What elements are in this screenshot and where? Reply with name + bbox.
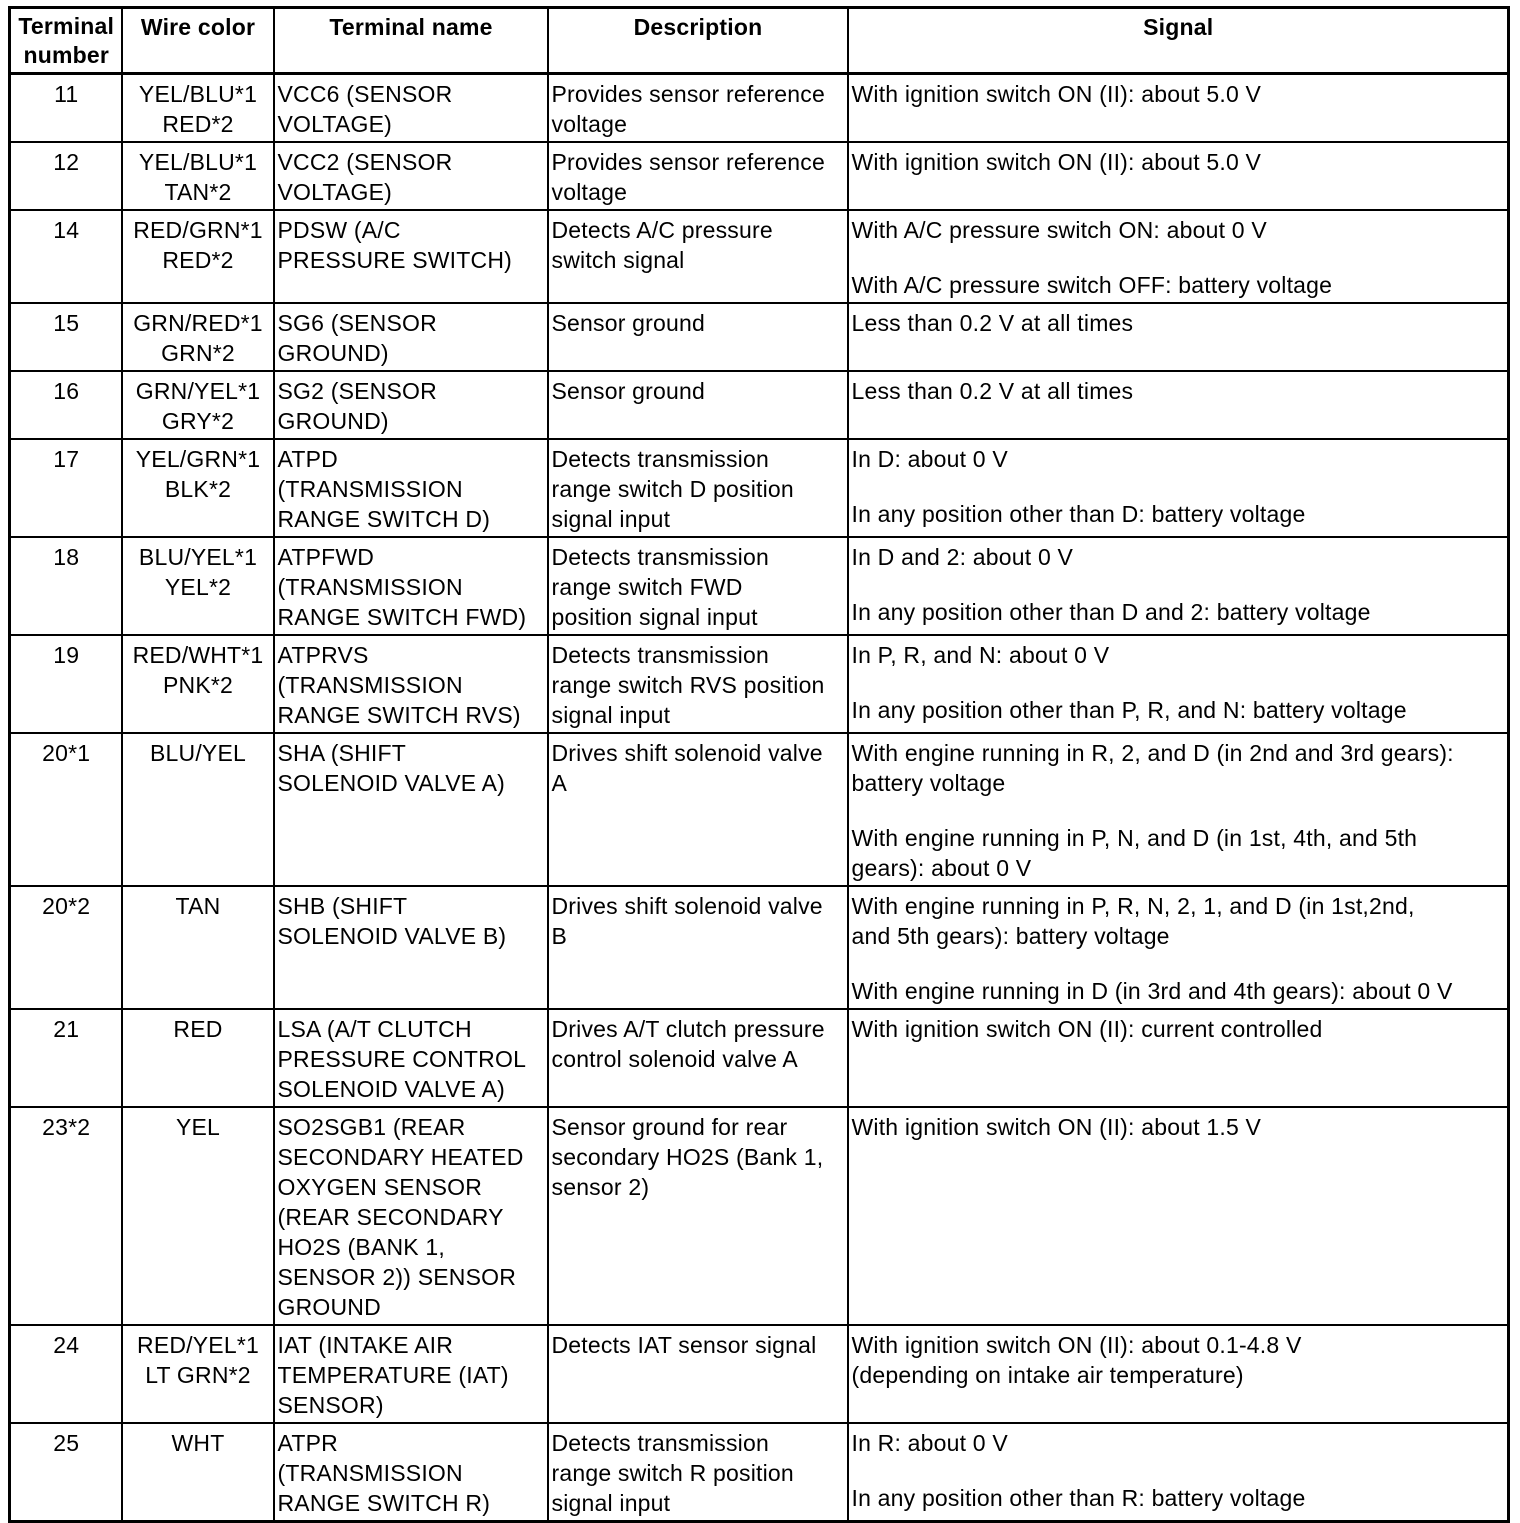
terminal-table <box>8 6 1510 1523</box>
terminal-number-cell: 17 <box>10 439 122 537</box>
signal-text: With ignition switch ON (II): about 0.1-4.8 V <box>851 1332 1302 1358</box>
signal-text: In D and 2: about 0 V <box>851 544 1074 570</box>
signal-cell <box>848 1107 1509 1325</box>
signal-paragraph <box>852 1428 1506 1458</box>
wire-color-text: RED <box>173 1016 223 1042</box>
header-description: Description <box>548 8 848 74</box>
terminal-name-text: RANGE SWITCH RVS) <box>277 702 521 728</box>
terminal-name-text: SOLENOID VALVE A) <box>277 770 506 796</box>
signal-text: With engine running in D (in 3rd and 4th gears): about 0 V <box>851 978 1453 1004</box>
wire-color-text: GRY*2 <box>161 408 235 434</box>
wire-color-cell <box>122 1009 274 1107</box>
terminal-name-text: RANGE SWITCH R) <box>277 1490 491 1516</box>
terminal-name-text: (TRANSMISSION <box>277 1460 463 1486</box>
description-text: secondary HO2S (Bank 1, <box>551 1144 824 1170</box>
signal-cell <box>848 635 1509 733</box>
description-cell <box>548 886 848 1009</box>
wire-color-text: YEL*2 <box>164 574 232 600</box>
terminal-name-text: SOLENOID VALVE B) <box>277 923 507 949</box>
terminal-number-cell: 21 <box>10 1009 122 1107</box>
description-cell <box>548 1325 848 1423</box>
terminal-name-text: (TRANSMISSION <box>277 476 463 502</box>
terminal-name-text: (TRANSMISSION <box>277 574 463 600</box>
description-cell <box>548 303 848 371</box>
description-text: position signal input <box>551 604 758 630</box>
terminal-name-text: SG6 (SENSOR <box>277 310 437 336</box>
description-cell <box>548 1009 848 1107</box>
wire-color-text: RED*2 <box>162 247 234 273</box>
signal-cell <box>848 1325 1509 1423</box>
signal-text: and 5th gears): battery voltage <box>851 923 1170 949</box>
terminal-number-cell: 14 <box>10 210 122 303</box>
table-row <box>10 303 1509 371</box>
signal-text: With A/C pressure switch OFF: battery voltage <box>851 272 1333 298</box>
table-row <box>10 74 1509 143</box>
wire-color-text: BLK*2 <box>164 476 232 502</box>
description-text: range switch RVS position <box>551 672 825 698</box>
description-text: signal input <box>551 702 671 728</box>
terminal-number-cell: 25 <box>10 1423 122 1522</box>
signal-cell <box>848 371 1509 439</box>
terminal-number-cell: 15 <box>10 303 122 371</box>
wire-color-text: YEL <box>175 1114 221 1140</box>
signal-text: In any position other than P, R, and N: battery voltage <box>851 697 1407 723</box>
terminal-name-text: SG2 (SENSOR <box>277 378 437 404</box>
terminal-name-cell <box>274 1107 548 1325</box>
wire-color-cell <box>122 1325 274 1423</box>
description-text: Drives shift solenoid valve <box>551 893 823 919</box>
header-terminal-name: Terminal name <box>274 8 548 74</box>
signal-text: Less than 0.2 V at all times <box>851 378 1134 404</box>
terminal-number-cell: 24 <box>10 1325 122 1423</box>
signal-cell <box>848 1009 1509 1107</box>
description-cell <box>548 1423 848 1522</box>
wire-color-text: GRN*2 <box>161 340 235 366</box>
description-text: range switch D position <box>551 476 794 502</box>
description-text: Detects transmission <box>551 642 769 668</box>
signal-paragraph <box>852 215 1506 245</box>
terminal-name-text: SECONDARY HEATED <box>277 1144 524 1170</box>
terminal-name-text: SHA (SHIFT <box>277 740 407 766</box>
wire-color-cell <box>122 303 274 371</box>
table-row <box>10 635 1509 733</box>
wire-color-cell <box>122 142 274 210</box>
description-text: control solenoid valve A <box>551 1046 798 1072</box>
description-cell <box>548 371 848 439</box>
terminal-name-text: GROUND <box>277 1294 381 1320</box>
signal-paragraph <box>852 308 1506 338</box>
signal-paragraph <box>852 891 1506 951</box>
terminal-name-text: (TRANSMISSION <box>277 672 463 698</box>
description-text: sensor 2) <box>551 1174 650 1200</box>
signal-text: (depending on intake air temperature) <box>851 1362 1244 1388</box>
terminal-name-text: SO2SGB1 (REAR <box>277 1114 466 1140</box>
terminal-name-cell <box>274 635 548 733</box>
description-cell <box>548 142 848 210</box>
wire-color-text: RED/YEL*1 <box>137 1332 259 1358</box>
signal-text: In any position other than R: battery voltage <box>851 1485 1306 1511</box>
signal-paragraph <box>852 738 1506 798</box>
wire-color-text: PNK*2 <box>162 672 234 698</box>
signal-paragraph <box>852 695 1506 725</box>
table-row <box>10 537 1509 635</box>
wire-color-text: TAN*2 <box>164 179 232 205</box>
wire-color-cell <box>122 74 274 143</box>
signal-cell <box>848 210 1509 303</box>
terminal-number-cell: 19 <box>10 635 122 733</box>
signal-text: With engine running in P, R, N, 2, 1, and D (in 1st,2nd, <box>851 893 1415 919</box>
signal-paragraph <box>852 376 1506 406</box>
table-row <box>10 1009 1509 1107</box>
header-signal: Signal <box>848 8 1509 74</box>
terminal-name-text: SENSOR) <box>277 1392 384 1418</box>
description-text: Detects transmission <box>551 544 769 570</box>
description-text: range switch FWD <box>551 574 743 600</box>
terminal-number-cell: 18 <box>10 537 122 635</box>
terminal-name-cell <box>274 74 548 143</box>
description-text: Provides sensor reference <box>551 81 825 107</box>
wire-color-text: RED/WHT*1 <box>132 642 264 668</box>
description-cell <box>548 439 848 537</box>
description-cell <box>548 537 848 635</box>
signal-text: With engine running in R, 2, and D (in 2nd and 3rd gears): <box>851 740 1454 766</box>
wire-color-text: GRN/YEL*1 <box>135 378 261 404</box>
terminal-name-text: ATPR <box>277 1430 338 1456</box>
description-text: Detects transmission <box>551 1430 769 1456</box>
signal-cell <box>848 142 1509 210</box>
description-text: switch signal <box>551 247 685 273</box>
wire-color-text: RED/GRN*1 <box>133 217 263 243</box>
signal-paragraph <box>852 597 1506 627</box>
terminal-name-text: GROUND) <box>277 340 389 366</box>
description-text: Sensor ground <box>551 378 705 404</box>
signal-cell <box>848 733 1509 886</box>
signal-paragraph <box>852 499 1506 529</box>
terminal-name-text: ATPFWD <box>277 544 375 570</box>
signal-cell <box>848 1423 1509 1522</box>
signal-text: With A/C pressure switch ON: about 0 V <box>851 217 1267 243</box>
signal-text: In P, R, and N: about 0 V <box>851 642 1110 668</box>
description-text: voltage <box>551 111 628 137</box>
terminal-name-cell <box>274 733 548 886</box>
wire-color-cell <box>122 210 274 303</box>
signal-text: battery voltage <box>851 770 1006 796</box>
description-text: Detects IAT sensor signal <box>551 1332 817 1358</box>
description-text: signal input <box>551 506 671 532</box>
table-row <box>10 1107 1509 1325</box>
wire-color-cell <box>122 537 274 635</box>
description-cell <box>548 210 848 303</box>
terminal-number-cell: 16 <box>10 371 122 439</box>
terminal-name-cell <box>274 1423 548 1522</box>
terminal-name-text: (REAR SECONDARY <box>277 1204 504 1230</box>
table-row <box>10 733 1509 886</box>
wire-color-cell <box>122 1423 274 1522</box>
signal-text: In R: about 0 V <box>851 1430 1008 1456</box>
signal-text: With ignition switch ON (II): about 5.0 V <box>851 81 1262 107</box>
signal-cell <box>848 439 1509 537</box>
wire-color-text: LT GRN*2 <box>145 1362 251 1388</box>
description-text: A <box>551 770 568 796</box>
wire-color-cell <box>122 886 274 1009</box>
signal-text: With engine running in P, N, and D (in 1st, 4th, and 5th <box>851 825 1418 851</box>
terminal-number-cell: 23*2 <box>10 1107 122 1325</box>
terminal-name-text: VOLTAGE) <box>277 111 392 137</box>
table-row <box>10 439 1509 537</box>
signal-paragraph <box>852 1330 1506 1390</box>
signal-paragraph <box>852 147 1506 177</box>
terminal-name-text: LSA (A/T CLUTCH <box>277 1016 472 1042</box>
table-row <box>10 886 1509 1009</box>
signal-text: With ignition switch ON (II): current controlled <box>851 1016 1323 1042</box>
terminal-number-cell: 12 <box>10 142 122 210</box>
terminal-name-text: ATPRVS <box>277 642 369 668</box>
wire-color-text: YEL/BLU*1 <box>138 81 258 107</box>
signal-paragraph <box>852 1483 1506 1513</box>
terminal-name-text: SOLENOID VALVE A) <box>277 1076 506 1102</box>
description-text: signal input <box>551 1490 671 1516</box>
description-text: Sensor ground for rear <box>551 1114 788 1140</box>
terminal-name-text: HO2S (BANK 1, <box>277 1234 445 1260</box>
wire-color-cell <box>122 635 274 733</box>
terminal-name-cell <box>274 1009 548 1107</box>
signal-text: With ignition switch ON (II): about 1.5 V <box>851 1114 1262 1140</box>
terminal-name-text: RANGE SWITCH FWD) <box>277 604 527 630</box>
description-text: Drives shift solenoid valve <box>551 740 823 766</box>
header-wire-color: Wire color <box>122 8 274 74</box>
wire-color-text: BLU/YEL*1 <box>138 544 258 570</box>
header-terminal-number-line: Terminal <box>18 13 115 39</box>
description-text: Detects transmission <box>551 446 769 472</box>
signal-paragraph <box>852 1112 1506 1142</box>
terminal-number-cell: 20*2 <box>10 886 122 1009</box>
terminal-name-cell <box>274 371 548 439</box>
table-row <box>10 142 1509 210</box>
description-text: Sensor ground <box>551 310 705 336</box>
table-row <box>10 1423 1509 1522</box>
signal-cell <box>848 537 1509 635</box>
signal-text: In any position other than D: battery voltage <box>851 501 1306 527</box>
signal-cell <box>848 74 1509 143</box>
terminal-name-text: OXYGEN SENSOR <box>277 1174 483 1200</box>
description-text: Provides sensor reference <box>551 149 825 175</box>
signal-text: In any position other than D and 2: battery voltage <box>851 599 1371 625</box>
signal-paragraph <box>852 79 1506 109</box>
signal-paragraph <box>852 1014 1506 1044</box>
table-row <box>10 1325 1509 1423</box>
terminal-name-text: SHB (SHIFT <box>277 893 408 919</box>
wire-color-text: WHT <box>171 1430 225 1456</box>
description-text: Drives A/T clutch pressure <box>551 1016 825 1042</box>
terminal-name-cell <box>274 537 548 635</box>
signal-text: In D: about 0 V <box>851 446 1008 472</box>
description-cell <box>548 733 848 886</box>
signal-cell <box>848 303 1509 371</box>
description-text: Detects A/C pressure <box>551 217 773 243</box>
wire-color-text: BLU/YEL <box>149 740 246 766</box>
description-cell <box>548 1107 848 1325</box>
terminal-name-text: VCC6 (SENSOR <box>277 81 453 107</box>
terminal-name-cell <box>274 303 548 371</box>
terminal-name-text: RANGE SWITCH D) <box>277 506 491 532</box>
wire-color-cell <box>122 439 274 537</box>
terminal-name-text: TEMPERATURE (IAT) <box>277 1362 509 1388</box>
wire-color-text: TAN <box>175 893 221 919</box>
terminal-name-text: PRESSURE CONTROL <box>277 1046 527 1072</box>
description-cell <box>548 635 848 733</box>
signal-text: Less than 0.2 V at all times <box>851 310 1134 336</box>
terminal-name-cell <box>274 142 548 210</box>
signal-text: With ignition switch ON (II): about 5.0 V <box>851 149 1262 175</box>
wire-color-text: GRN/RED*1 <box>133 310 263 336</box>
description-text: range switch R position <box>551 1460 794 1486</box>
wire-color-cell <box>122 733 274 886</box>
description-text: B <box>551 923 568 949</box>
header-row <box>10 8 1509 74</box>
terminal-name-cell <box>274 886 548 1009</box>
terminal-name-cell <box>274 1325 548 1423</box>
header-terminal-number <box>10 8 122 74</box>
signal-paragraph <box>852 976 1506 1006</box>
terminal-name-text: VCC2 (SENSOR <box>277 149 453 175</box>
description-cell <box>548 74 848 143</box>
table-row <box>10 210 1509 303</box>
wire-color-text: YEL/BLU*1 <box>138 149 258 175</box>
wire-color-cell <box>122 371 274 439</box>
wire-color-text: YEL/GRN*1 <box>135 446 261 472</box>
terminal-name-text: SENSOR 2)) SENSOR <box>277 1264 517 1290</box>
terminal-name-text: GROUND) <box>277 408 389 434</box>
signal-paragraph <box>852 640 1506 670</box>
terminal-name-text: PDSW (A/C <box>277 217 401 243</box>
signal-paragraph <box>852 444 1506 474</box>
terminal-name-text: IAT (INTAKE AIR <box>277 1332 454 1358</box>
header-terminal-number-line: number <box>23 42 110 68</box>
terminal-number-cell: 11 <box>10 74 122 143</box>
terminal-name-text: ATPD <box>277 446 338 472</box>
table-row <box>10 371 1509 439</box>
terminal-name-text: VOLTAGE) <box>277 179 392 205</box>
terminal-name-cell <box>274 439 548 537</box>
signal-text: gears): about 0 V <box>851 855 1032 881</box>
wire-color-cell <box>122 1107 274 1325</box>
signal-paragraph <box>852 542 1506 572</box>
signal-cell <box>848 886 1509 1009</box>
description-text: voltage <box>551 179 628 205</box>
signal-paragraph <box>852 270 1506 300</box>
terminal-name-text: PRESSURE SWITCH) <box>277 247 512 273</box>
terminal-name-cell <box>274 210 548 303</box>
wire-color-text: RED*2 <box>162 111 234 137</box>
signal-paragraph <box>852 823 1506 883</box>
terminal-number-cell: 20*1 <box>10 733 122 886</box>
